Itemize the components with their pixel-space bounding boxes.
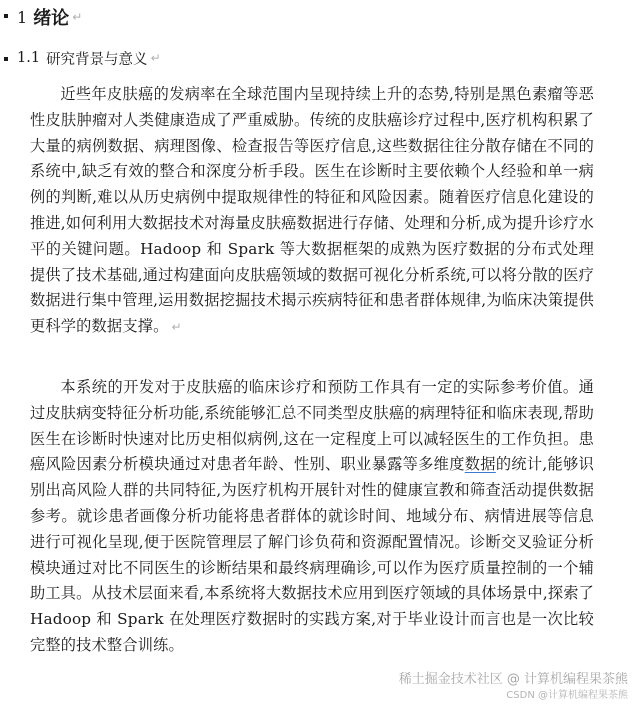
paragraph-text: 近些年皮肤癌的发病率在全球范围内呈现持续上升的态势,特别是黑色素瘤等恶性皮肤肿瘤对人类健康造成了严重威胁。传统的皮肤癌诊疗过程中,医疗机构积累了大量的病例数据、病理图像、检查报告等医疗信息,这些数据往往分散存储在不同的系统中,缺乏有效的整合和深度分析手段。医生在诊断时主要依赖个人经验和单一病例的判断,难以从历史病例中提取规律性的特征和风险因素。随着医疗信息化建设的推进,如何利用大数据技术对海量皮肤癌数据进行存储、处理和分析,成为提升诊疗水平的关键问题。Hadoop 和 Spark 等大数据框架的成熟为医疗数据的分布式处理提供了技术基础,通过构建面向皮肤癌领域的数据可视化分析系统,可以将分散的医疗数据进行集中管理,运用数据挖掘技术揭示疾病特征和患者群体规律,为临床决策提供更科学的数据支撑。 [30, 85, 595, 336]
paragraph-mark-icon: ↵ [72, 10, 83, 24]
section-heading [4, 48, 161, 68]
section-number: 1.1 [17, 50, 41, 66]
section-title: 研究背景与意义 [46, 51, 148, 68]
body-paragraph-1 [30, 82, 594, 341]
paragraph-text: 本系统的开发对于皮肤癌的临床诊疗和预防工作具有一定的实际参考价值。通过皮肤病变特征分析功能,系统能够汇总不同类型皮肤癌的病理特征和临床表现,帮助医生在诊断时快速对比历史相似病例,这在一定程度上可以减轻医生的工作负担。患癌风险因素分析模块通过对患者年龄、性别、职业暴露等多维度 [30, 378, 595, 474]
paragraph-mark-icon: ↵ [171, 320, 182, 335]
watermark-line-1: 稀土掘金技术社区 @ 计算机编程果茶熊 [398, 672, 628, 687]
chapter-number: 1 [17, 7, 28, 27]
paragraph-text: 的统计,能够识别出高风险人群的共同特征,为医疗机构开展针对性的健康宣教和筛查活动提供数据参考。就诊患者画像分析功能将患者群体的就诊时间、地域分布、病情进展等信息进行可视化呈现,便于医院管理层了解门诊负荷和资源配置情况。诊断交叉验证分析模块通过对比不同医生的诊断结果和最终病理确诊,可以作为医疗质量控制的一个辅助工具。从技术层面来看,本系统将大数据技术应用到医疗领域的具体场景中,探索了 Hadoop 和 Spark 在处理医疗数据时的实践方案,对于毕业设计而言也是一次比较完整的技术整合训练。 [30, 455, 595, 654]
heading-bullet [4, 14, 8, 18]
heading-bullet [4, 57, 8, 61]
body-paragraph-2 [30, 375, 594, 659]
chapter-title: 绪论 [33, 8, 70, 29]
chapter-heading [4, 6, 82, 28]
paragraph-mark-icon: ↵ [150, 51, 161, 65]
watermark [399, 672, 628, 704]
spellcheck-underlined-word: 数据 [464, 455, 496, 474]
watermark-line-2: CSDN @计算机编程果茶熊 [506, 690, 628, 701]
